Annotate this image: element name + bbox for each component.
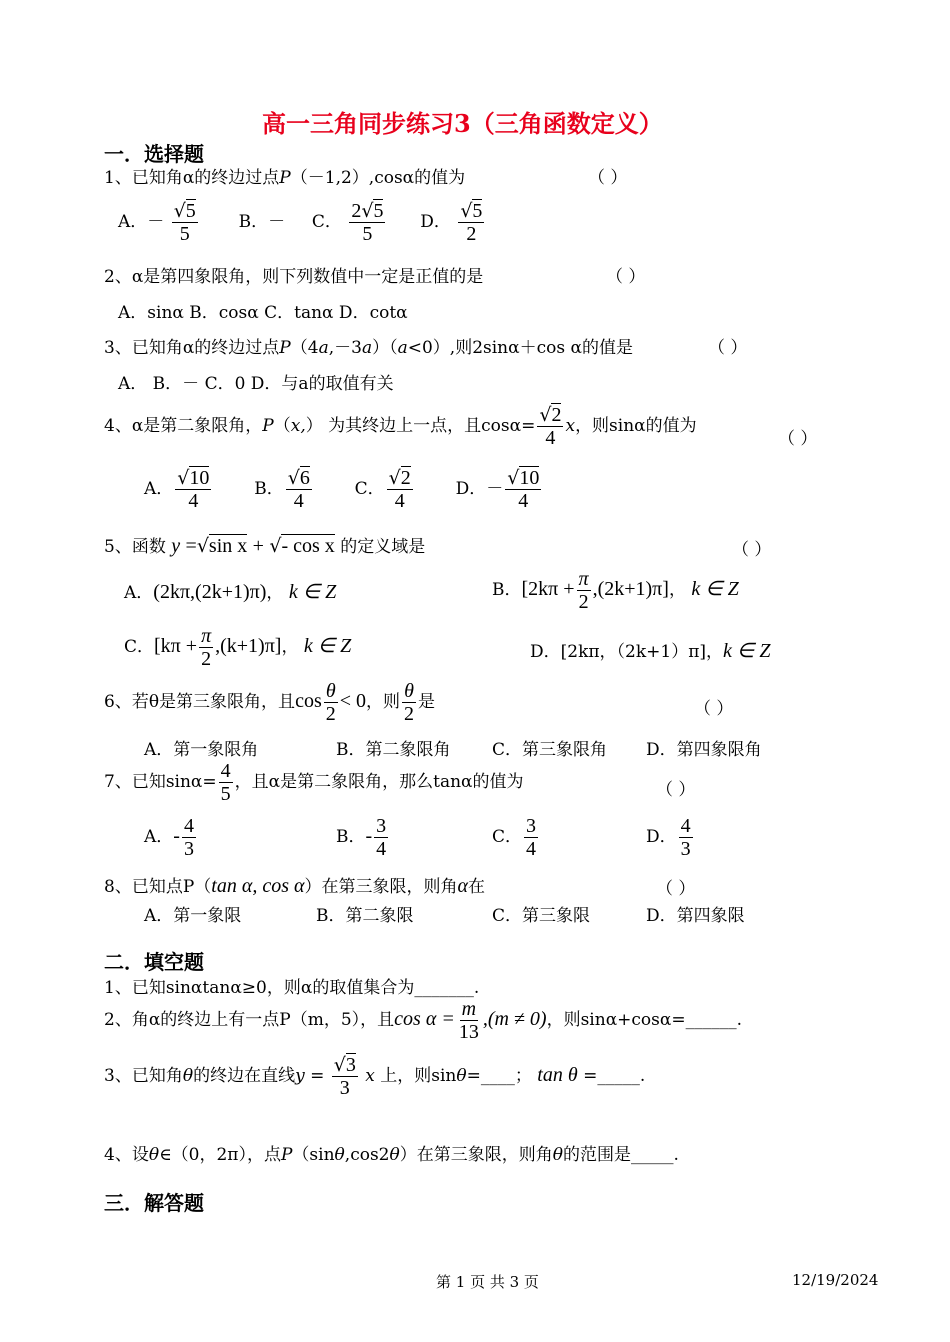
q4-option-a: A． $\frac{√10}{4}$ [144, 467, 210, 512]
section-answer: 三．解答题 [104, 1191, 204, 1215]
q4-option-c: C． $\frac{√2}{4}$ [354, 467, 411, 512]
answer-paren-5: （ ） [732, 540, 772, 560]
question-8: 8、已知点P（tan α, cos α）在第三象限，则角α在 [104, 875, 485, 897]
q5-option-c: C．[kπ + $\frac{\pi}{2}$ ,(k+1)π]， k ∈ Z [124, 625, 352, 670]
q6-option-b: B．第二象限角 [336, 740, 451, 760]
fill-4: 4、设θ∈（0，2π），点P（sinθ,cos2θ）在第三象限，则角θ的范围是_____. [104, 1145, 679, 1165]
section-choice: 一．选择题 [104, 142, 204, 166]
q1-option-c: C． $\frac{2√5}{5}$ [311, 200, 384, 245]
question-2: 2、α是第四象限角，则下列数值中一定是正值的是 [104, 267, 484, 287]
q7-option-a: A．- $\frac{4}{3}$ [144, 815, 194, 860]
q5-option-b: B．[2kπ + $\frac{\pi}{2}$ ,(2k+1)π]， k ∈ Z [492, 568, 739, 613]
answer-paren-6: （ ） [694, 699, 734, 719]
answer-paren-2: （ ） [606, 267, 646, 287]
q2-options: A．sinα B．cosα C．tanα D．cotα [118, 303, 408, 323]
fill-2: 2、角α的终边上有一点P（m，5），且cos α = $\frac{m}{13}$ ,(m ≠ 0)，则sinα+cosα=______. [104, 998, 743, 1043]
q3-options: A． B．－ C．0 D．与a的取值有关 [118, 374, 394, 394]
question-4: 4、α是第二象限角，P（x,） 为其终边上一点，且cosα= $\frac{√2}{4}$ x，则sinα的值为 [104, 404, 697, 449]
fill-2-blank[interactable]: ______ [685, 1010, 737, 1030]
q8-option-a: A．第一象限 [144, 906, 242, 926]
question-6: 6、若θ是第三象限角，且cos $\frac{\theta}{2}$ < 0，则 $\frac{\theta}{2}$ 是 [104, 680, 436, 725]
q7-option-d: D． $\frac{4}{3}$ [646, 815, 691, 860]
q1-options [118, 200, 486, 245]
q8-option-b: B．第二象限 [316, 906, 414, 926]
answer-paren-8: （ ） [656, 879, 696, 899]
q8-option-c: C．第三象限 [492, 906, 591, 926]
page-number: 第 1 页 共 3 页 [436, 1273, 539, 1291]
fill-3-blank-1[interactable]: ____ [480, 1066, 515, 1086]
q5-option-d: D．[2kπ，（2k+1）π]，k ∈ Z [530, 640, 771, 662]
fill-4-blank[interactable]: _____ [631, 1145, 674, 1165]
q4-options [144, 467, 543, 512]
q4-option-d: D．－ $\frac{√10}{4}$ [455, 467, 540, 512]
q1-option-d: D． $\frac{√5}{2}$ [420, 200, 483, 245]
q8-option-d: D．第四象限 [646, 906, 745, 926]
section-fill: 二．填空题 [104, 950, 204, 974]
q1-option-b: B．－ [238, 212, 286, 232]
q6-option-a: A．第一象限角 [144, 740, 259, 760]
q6-option-c: C．第三象限角 [492, 740, 608, 760]
fill-3: 3、已知角θ的终边在直线y = $\frac{√3}{3}$ x 上，则sinθ=____； tan θ =_____. [104, 1054, 646, 1099]
fill-3-blank-2[interactable]: _____ [597, 1066, 640, 1086]
q7-option-c: C． $\frac{3}{4}$ [492, 815, 537, 860]
question-7: 7、已知sinα= $\frac{4}{5}$ ，且α是第二象限角，那么tanα的值为 [104, 760, 524, 805]
question-5: 5、函数 y =√sin x + √- cos x 的定义域是 [104, 535, 426, 557]
footer-date: 12/19/2024 [792, 1271, 879, 1289]
q4-option-b: B． $\frac{√6}{4}$ [254, 467, 310, 512]
q6-option-d: D．第四象限角 [646, 740, 762, 760]
page-title: 高一三角同步练习3（三角函数定义） [262, 109, 663, 138]
q7-option-b: B．- $\frac{3}{4}$ [336, 815, 387, 860]
fill-1-blank[interactable]: _______ [414, 978, 474, 998]
question-1: 1、已知角α的终边过点P（－1,2）,cosα的值为 [104, 168, 466, 188]
q5-option-a: A．(2kπ,(2k+1)π)， k ∈ Z [124, 581, 337, 603]
answer-paren-3: （ ） [708, 338, 748, 358]
answer-paren-7: （ ） [656, 780, 696, 800]
fill-1: 1、已知sinαtanα≥0，则α的取值集合为_______. [104, 978, 480, 998]
answer-paren-1: （ ） [588, 168, 628, 188]
answer-paren-4: （ ） [778, 429, 818, 449]
q1-option-a: A．－ $\frac{√5}{5}$ [118, 200, 196, 245]
question-3: 3、已知角α的终边过点P（4a,－3a）（a<0）,则2sinα＋cos α的值是 [104, 338, 633, 358]
